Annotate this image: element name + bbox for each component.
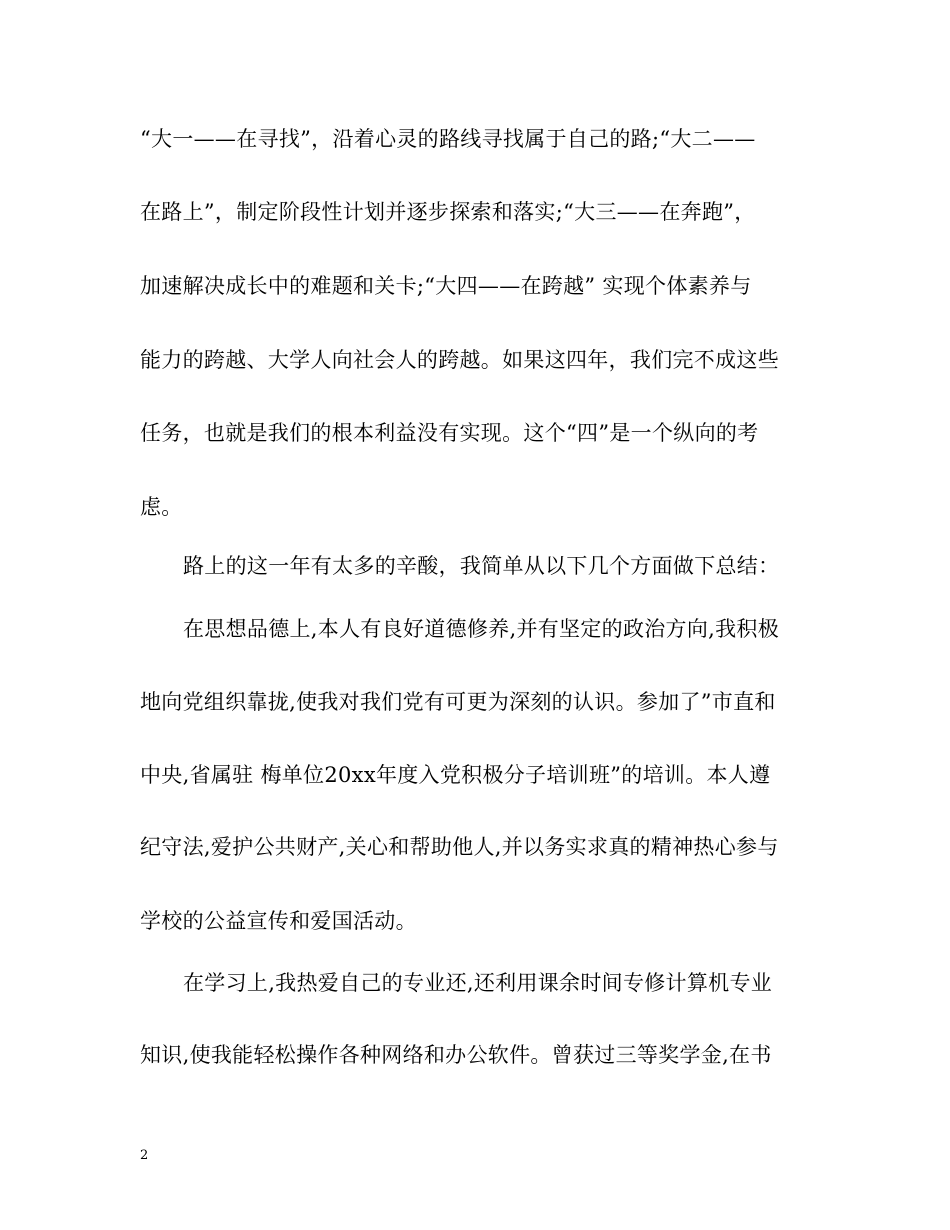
body-text-line: 在路上”，制定阶段性计划并逐步探索和落实;“大三——在奔跑”， [140,200,756,224]
body-text-line: 纪守法,爱护公共财产,关心和帮助他人,并以务实求真的精神热心参与 [140,835,779,859]
body-text-line: 地向党组织靠拢,使我对我们党有可更为深刻的认识。参加了”市直和 [140,690,776,714]
body-text-line: 加速解决成长中的难题和关卡;“大四——在跨越” 实现个体素养与 [140,274,752,298]
paragraph-first-line: 在思想品德上,本人有良好道德修养,并有坚定的政治方向,我积极 [183,617,780,641]
page-number: 2 [140,1148,149,1163]
body-text-line: “大一——在寻找”，沿着心灵的路线寻找属于自己的路;“大二—— [140,127,756,151]
paragraph-first-line: 在学习上,我热爱自己的专业还,还利用课余时间专修计算机专业 [183,971,773,995]
body-text-line: 学校的公益宣传和爱国活动。 [140,909,417,933]
body-text-line: 中央,省属驻 梅单位20xx年度入党积极分子培训班”的培训。本人遵 [140,763,771,787]
body-text-line: 虑。 [140,495,183,519]
body-text-line: 能力的跨越、大学人向社会人的跨越。如果这四年，我们完不成这些 [140,348,779,372]
paragraph-first-line: 路上的这一年有太多的辛酸，我简单从以下几个方面做下总结： [183,554,780,578]
body-text-line: 知识,使我能轻松操作各种网络和办公软件。曾获过三等奖学金,在书 [140,1043,772,1067]
body-text-line: 任务，也就是我们的根本利益没有实现。这个“四”是一个纵向的考 [140,421,759,445]
